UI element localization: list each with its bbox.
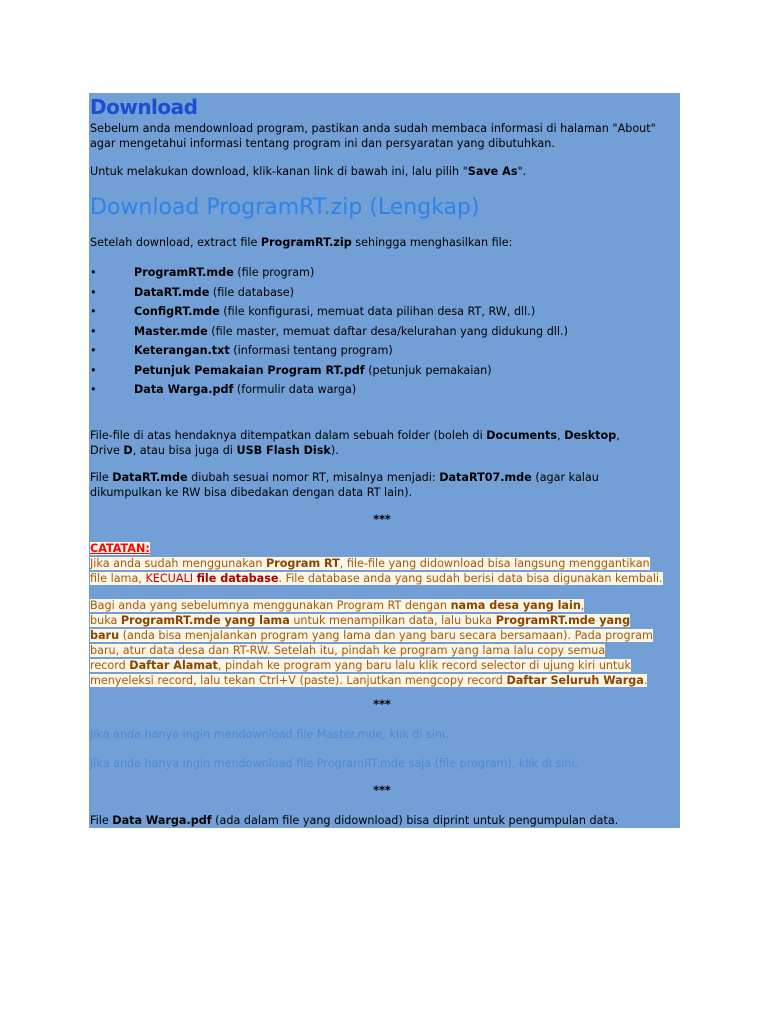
- file-desc: (formulir data warga): [233, 383, 357, 396]
- program-rt-text: Program RT: [265, 557, 340, 570]
- daftar-alamat-text: Daftar Alamat: [129, 659, 218, 672]
- upgrade-paragraph: [90, 598, 674, 688]
- separator: ***: [373, 513, 391, 526]
- drive-text: Drive: [90, 444, 124, 457]
- folder-paragraph: [90, 428, 674, 458]
- file-list: [89, 263, 568, 400]
- download-zip-link[interactable]: Download ProgramRT.zip (Lengkap): [90, 195, 480, 220]
- nama-desa-text: nama desa yang lain: [450, 599, 581, 612]
- download-panel: [89, 93, 680, 828]
- file-list-item: [89, 380, 568, 400]
- instruction-text: Untuk melakukan download, klik-kanan link di bawah ini, lalu pilih ": [90, 165, 468, 178]
- upgrade-comma: ,: [580, 599, 585, 612]
- extract-end: sehingga menghasilkan file:: [351, 236, 513, 249]
- desktop-text: Desktop: [564, 429, 617, 442]
- upgrade-end: .: [643, 674, 648, 687]
- folder-sep: ,: [557, 429, 565, 442]
- bullet: •: [90, 383, 97, 396]
- baru-text: baru: [90, 629, 120, 642]
- upgrade-text6: menyeleksi record, lalu tekan Ctrl+V (paste). Lanjutkan mengcopy record: [90, 674, 507, 687]
- upgrade-record: record: [90, 659, 130, 672]
- instruction-paragraph: [90, 164, 674, 179]
- extract-paragraph: [90, 235, 674, 250]
- separator: ***: [373, 784, 391, 797]
- file-list-item: [89, 302, 568, 322]
- documents-text: Documents: [486, 429, 558, 442]
- file-name: Petunjuk Pemakaian Program RT.pdf: [134, 363, 365, 377]
- upgrade-text2: untuk menampilkan data, lalu buka: [289, 614, 496, 627]
- file-desc: (file program): [233, 266, 315, 279]
- daftar-seluruh-warga-text: Daftar Seluruh Warga: [506, 674, 644, 687]
- file-name: Data Warga.pdf: [134, 383, 234, 396]
- upgrade-text4: baru, atur data desa dan RT-RW. Setelah itu, pindah ke program yang lama lalu copy semua: [90, 644, 606, 657]
- catatan-text3: file lama,: [90, 572, 146, 585]
- upgrade-text: Bagi anda yang sebelumnya menggunakan Program RT dengan: [90, 599, 451, 612]
- bullet: •: [90, 324, 97, 338]
- file-desc: (petunjuk pemakaian): [364, 363, 492, 377]
- file-desc: (file master, memuat daftar desa/kelurahan yang didukung dll.): [207, 324, 568, 338]
- catatan-text4: . File database anda yang sudah berisi data bisa digunakan kembali.: [278, 572, 663, 585]
- file-list-item: [89, 361, 568, 381]
- file-desc: (file konfigurasi, memuat data pilihan desa RT, RW, dll.): [219, 305, 536, 318]
- upgrade-text5: , pindah ke program yang baru lalu klik record selector di ujung kiri untuk: [217, 659, 631, 672]
- master-download-link[interactable]: Jika anda hanya ingin mendownload file Master.mde, klik di sini.: [90, 728, 449, 741]
- upgrade-text3: (anda bisa menjalankan program yang lama dan yang baru secara bersamaan). Pada program: [119, 629, 653, 642]
- folder-comma: ,: [616, 429, 620, 442]
- file-name: Master.mde: [134, 324, 208, 338]
- separator: ***: [373, 698, 391, 711]
- bullet: •: [90, 305, 97, 318]
- bullet: •: [90, 363, 97, 377]
- file-desc: (informasi tentang program): [229, 344, 393, 357]
- kecuali-text: KECUALI: [145, 572, 197, 585]
- instruction-end: ".: [517, 165, 527, 178]
- file-name: Keterangan.txt: [134, 344, 230, 357]
- save-as-text: Save As: [467, 165, 518, 178]
- rename-mid: diubah sesuai nomor RT, misalnya menjadi:: [187, 471, 440, 484]
- footer-paragraph: [90, 813, 674, 828]
- file-name: ConfigRT.mde: [134, 305, 220, 318]
- rename-text: File: [90, 471, 113, 484]
- file-list-item: [89, 322, 568, 342]
- folder-or: , atau bisa juga di: [132, 444, 237, 457]
- catatan-text2: , file-file yang didownload bisa langsung menggantikan: [339, 557, 650, 570]
- catatan-text: Jika anda sudah menggunakan: [90, 557, 266, 570]
- rename-paragraph: [90, 470, 674, 500]
- data-warga-filename: Data Warga.pdf: [112, 814, 212, 827]
- drive-letter: D: [123, 444, 133, 457]
- datart07-filename: DataRT07.mde: [439, 471, 532, 484]
- usb-text: USB Flash Disk: [236, 444, 331, 457]
- file-list-item: [89, 283, 568, 303]
- footer-text2: (ada dalam file yang didownload) bisa diprint untuk pengumpulan data.: [211, 814, 619, 827]
- bullet: •: [90, 344, 97, 357]
- program-baru-text: ProgramRT.mde yang: [495, 614, 631, 627]
- upgrade-buka: buka: [90, 614, 121, 627]
- extract-text: Setelah download, extract file: [90, 236, 261, 249]
- file-list-item: [89, 341, 568, 361]
- folder-text: File-file di atas hendaknya ditempatkan dalam sebuah folder (boleh di: [90, 429, 487, 442]
- rename-line2: dikumpulkan ke RW bisa dibedakan dengan data RT lain).: [90, 486, 413, 499]
- folder-end: ).: [330, 444, 339, 457]
- file-name: ProgramRT.mde: [134, 266, 234, 279]
- datart-filename: DataRT.mde: [112, 471, 188, 484]
- page-title: Download: [90, 95, 198, 119]
- zip-filename: ProgramRT.zip: [260, 236, 352, 249]
- catatan-label: CATATAN:: [90, 542, 150, 555]
- intro-paragraph: Sebelum anda mendownload program, pastikan anda sudah membaca informasi di halaman "About" agar mengetahui informasi tentang program ini dan persyaratan yang dibutuhkan.: [90, 122, 656, 150]
- program-lama-text: ProgramRT.mde yang lama: [120, 614, 290, 627]
- file-desc: (file database): [209, 285, 295, 299]
- catatan-paragraph: [90, 541, 674, 586]
- footer-text: File: [90, 814, 113, 827]
- file-database-text: file database: [196, 572, 279, 585]
- rename-tail: (agar kalau: [531, 471, 599, 484]
- bullet: •: [90, 285, 97, 299]
- file-name: DataRT.mde: [134, 285, 210, 299]
- program-download-link[interactable]: Jika anda hanya ingin mendownload file ProgramRT.mde saja (file program), klik di sini.: [90, 757, 579, 770]
- file-list-item: [89, 263, 568, 283]
- bullet: •: [90, 266, 97, 279]
